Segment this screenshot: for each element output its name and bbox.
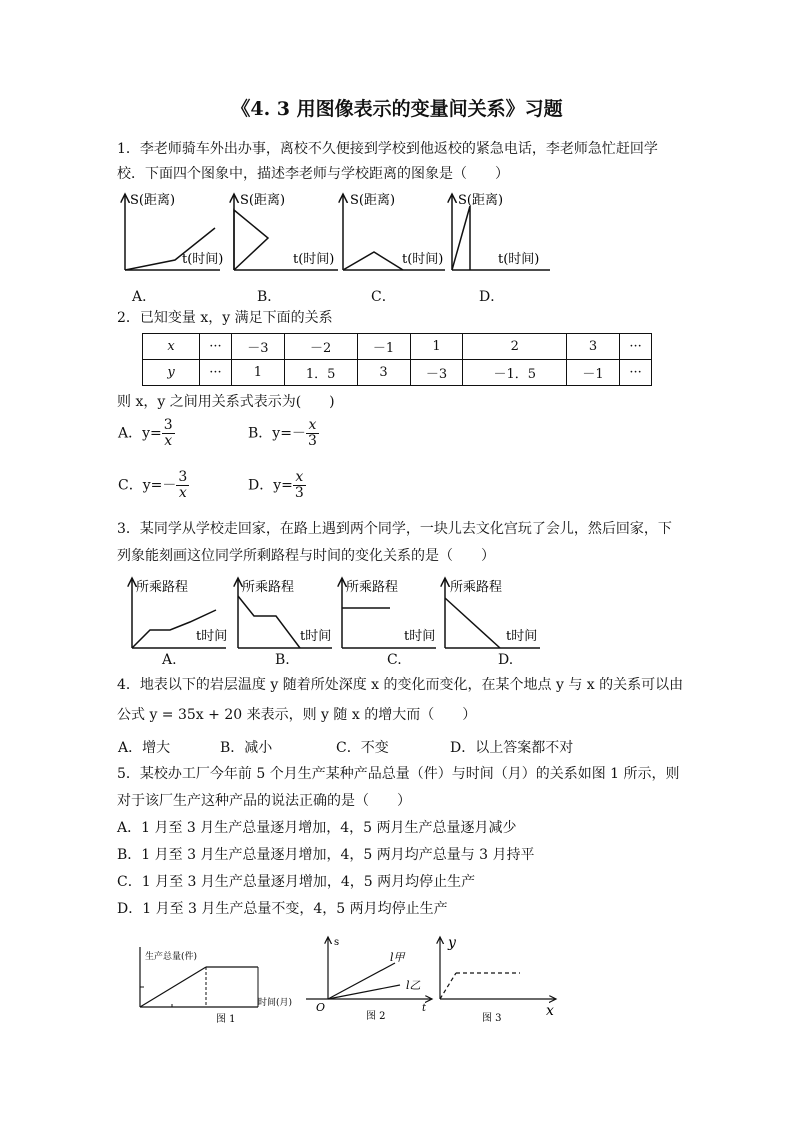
fig2-s-label: s bbox=[334, 937, 340, 948]
q2-option-a-num: 3 bbox=[163, 417, 173, 433]
table-cell: 2 bbox=[463, 334, 567, 360]
q3-d-x-label: t时间 bbox=[506, 629, 538, 644]
page-title: 《4. 3 用图像表示的变量间关系》习题 bbox=[231, 98, 563, 120]
q3-line1: 3．某同学从学校走回家，在路上遇到两个同学，一块儿去文化宫玩了会儿，然后回家，下 bbox=[117, 521, 672, 537]
q1-d-x-label: t(时间) bbox=[498, 252, 540, 267]
q3-d-y-label: 所乘路程 bbox=[450, 580, 503, 595]
q3-b-x-label: t时间 bbox=[300, 629, 332, 644]
table-cell: －3 bbox=[410, 360, 463, 386]
q1-graph-a bbox=[125, 193, 223, 270]
q5-option-c: C．1 月至 3 月生产总量逐月增加，4，5 两月均停止生产 bbox=[117, 874, 476, 890]
q3-graph-c bbox=[342, 578, 436, 648]
fig2-l1-label: l甲 bbox=[390, 951, 405, 964]
table-cell: －1 bbox=[357, 334, 410, 360]
q1-a-x-label: t(时间) bbox=[182, 252, 224, 267]
q2-option-c-den: x bbox=[178, 485, 187, 501]
q1-label-d: D． bbox=[479, 289, 505, 305]
q2-option-d-den: 3 bbox=[294, 485, 304, 501]
q2-option-a-den: x bbox=[164, 433, 173, 449]
fig1-x-label: 时间(月) bbox=[258, 998, 293, 1008]
q2-option-d-label: D．y= bbox=[248, 477, 293, 494]
q5-option-b: B．1 月至 3 月生产总量逐月增加，4，5 两月均产总量与 3 月持平 bbox=[117, 847, 535, 863]
q2-option-b-label: B．y=－ bbox=[248, 425, 306, 442]
q1-b-y-label: S(距离) bbox=[240, 193, 286, 208]
q4-line1: 4．地表以下的岩层温度 y 随着所处深度 x 的变化而变化，在某个地点 y 与 x 的关系可以由 bbox=[117, 677, 684, 693]
q2-option-c bbox=[118, 470, 189, 501]
fig3-caption: 图 3 bbox=[482, 1013, 502, 1024]
q2-ask: 则 x，y 之间用关系式表示为( ) bbox=[117, 394, 335, 410]
q1-graph-b bbox=[234, 193, 338, 270]
table-cell: 1．5 bbox=[284, 360, 357, 386]
fig3-x-label: x bbox=[546, 1003, 554, 1019]
q1-graph-c bbox=[343, 193, 445, 270]
table-cell: ··· bbox=[200, 334, 232, 360]
fig2-t-label: t bbox=[422, 1003, 427, 1014]
table-row bbox=[143, 360, 652, 386]
q3-a-x-label: t时间 bbox=[196, 629, 228, 644]
q3-label-a: A. bbox=[162, 652, 177, 668]
q1-a-y-label: S(距离) bbox=[130, 193, 176, 208]
table-cell: y bbox=[143, 360, 200, 386]
fig2-l2-label: l乙 bbox=[406, 979, 421, 992]
table-cell: 1 bbox=[231, 360, 284, 386]
q1-label-b: B． bbox=[257, 289, 282, 305]
q2-option-b-num: x bbox=[306, 418, 319, 434]
q4-option-a: A．增大 bbox=[118, 740, 171, 756]
q1-line1: 1．李老师骑车外出办事，离校不久便接到学校到他返校的紧急电话，李老师急忙赶回学 bbox=[117, 141, 658, 157]
figures-row bbox=[120, 925, 570, 1030]
q3-c-x-label: t时间 bbox=[404, 629, 436, 644]
table-cell: 3 bbox=[567, 334, 620, 360]
q2-option-a bbox=[118, 418, 175, 449]
q4-option-c: C．不变 bbox=[336, 740, 389, 756]
q3-line2: 列象能刻画这位同学所剩路程与时间的变化关系的是（ ） bbox=[117, 548, 495, 564]
table-cell: －3 bbox=[231, 334, 284, 360]
q3-b-y-label: 所乘路程 bbox=[242, 580, 295, 595]
q1-line2: 校．下面四个图象中，描述李老师与学校距离的图象是（ ） bbox=[117, 166, 509, 182]
table-cell: －1．5 bbox=[463, 360, 567, 386]
fig3-y-label: y bbox=[448, 935, 456, 951]
q2-option-d-num: x bbox=[293, 470, 306, 486]
q3-label-d: D. bbox=[498, 652, 514, 668]
figure-2 bbox=[306, 937, 432, 1022]
q4-option-b: B．减小 bbox=[220, 740, 273, 756]
q2-option-c-label: C．y=－ bbox=[118, 477, 177, 494]
q1-graphs bbox=[110, 188, 570, 283]
q2-option-b-den: 3 bbox=[307, 433, 317, 449]
q1-d-y-label: S(距离) bbox=[458, 193, 504, 208]
fig1-y-label: 生产总量(件) bbox=[145, 952, 198, 962]
table-cell: －1 bbox=[567, 360, 620, 386]
q1-label-c: C． bbox=[371, 289, 396, 305]
q1-c-x-label: t(时间) bbox=[402, 252, 444, 267]
q2-stem: 2．已知变量 x，y 满足下面的关系 bbox=[117, 310, 333, 326]
fig1-caption: 图 1 bbox=[216, 1014, 236, 1025]
fig2-caption: 图 2 bbox=[366, 1011, 386, 1022]
q5-option-a: A．1 月至 3 月生产总量逐月增加，4，5 两月生产总量逐月减少 bbox=[117, 820, 517, 836]
table-cell: x bbox=[143, 334, 200, 360]
q4-option-d: D．以上答案都不对 bbox=[450, 740, 574, 756]
q4-line2: 公式 y = 35x + 20 来表示，则 y 随 x 的增大而（ ） bbox=[117, 707, 477, 723]
q5-line1: 5．某校办工厂今年前 5 个月生产某种产品总量（件）与时间（月）的关系如图 1 所示，则 bbox=[117, 766, 680, 782]
q3-label-c: C. bbox=[387, 652, 402, 668]
q3-graph-b bbox=[238, 578, 332, 648]
q3-graph-a bbox=[132, 578, 227, 648]
table-cell: －2 bbox=[284, 334, 357, 360]
table-cell: ··· bbox=[200, 360, 232, 386]
table-cell: 1 bbox=[410, 334, 463, 360]
q3-a-y-label: 所乘路程 bbox=[136, 580, 189, 595]
q5-option-d: D．1 月至 3 月生产总量不变，4，5 两月均停止生产 bbox=[117, 901, 448, 917]
q1-b-x-label: t(时间) bbox=[293, 252, 335, 267]
q3-c-y-label: 所乘路程 bbox=[346, 580, 399, 595]
q2-option-a-label: A．y= bbox=[118, 425, 162, 442]
q3-graph-d bbox=[445, 578, 540, 648]
fig2-origin-label: O bbox=[316, 1001, 326, 1014]
table-row bbox=[143, 334, 652, 360]
q1-label-a: A． bbox=[132, 289, 157, 305]
q3-label-b: B. bbox=[275, 652, 290, 668]
q2-option-d bbox=[248, 470, 306, 501]
figure-3 bbox=[440, 935, 556, 1024]
q3-graphs bbox=[120, 574, 560, 654]
q2-option-b bbox=[248, 418, 319, 449]
q5-line2: 对于该厂生产这种产品的说法正确的是（ ） bbox=[117, 793, 411, 809]
q2-option-c-num: 3 bbox=[178, 469, 188, 485]
q1-c-y-label: S(距离) bbox=[350, 193, 396, 208]
table-cell: ··· bbox=[620, 334, 652, 360]
q2-table bbox=[142, 333, 652, 386]
figure-1 bbox=[140, 947, 292, 1025]
table-cell: 3 bbox=[357, 360, 410, 386]
q1-graph-d bbox=[452, 193, 550, 270]
table-cell: ··· bbox=[620, 360, 652, 386]
